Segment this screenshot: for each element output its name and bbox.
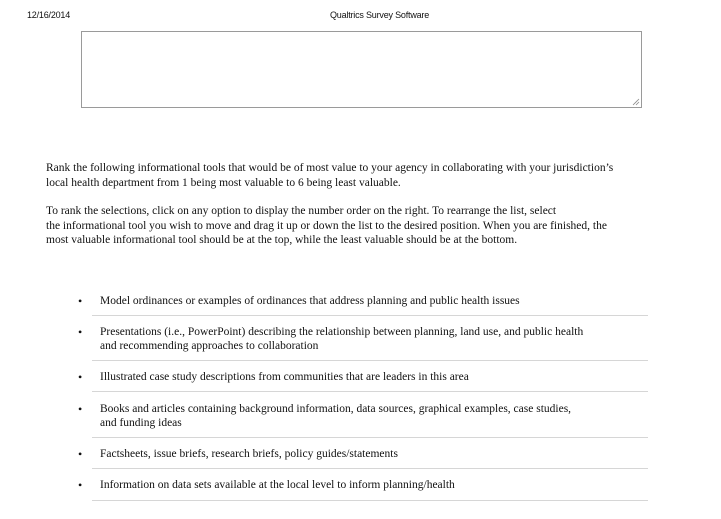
rank-item-label: Illustrated case study descriptions from communities that are leaders in this area (100, 371, 469, 383)
item-divider (92, 468, 648, 469)
rank-item-label: Information on data sets available at the local level to inform planning/health (100, 479, 455, 491)
bullet-icon: • (78, 370, 83, 384)
bullet-icon: • (78, 402, 83, 416)
item-divider (92, 500, 648, 501)
item-divider (92, 391, 648, 392)
rank-item-label: Books and articles containing background information, data sources, graphical examples, case studies, and funding ideas (100, 403, 572, 429)
bullet-icon: • (78, 478, 83, 492)
item-divider (92, 315, 648, 316)
text-entry-box[interactable] (81, 31, 642, 108)
bullet-icon: • (78, 294, 83, 308)
page-header-title: Qualtrics Survey Software (330, 10, 430, 20)
resize-grip-icon[interactable] (632, 98, 640, 106)
bullet-icon: • (78, 447, 83, 461)
ranking-directions: To rank the selections, click on any option to display the number order on the right. To rearrange the list, select the informational tool you wish to move and drag it up or down the list to the desired position. When you are finished, the most valuable informational tool should be at the top, while the least valuable should be at the bottom. (46, 205, 607, 246)
rank-item-label: Factsheets, issue briefs, research briefs, policy guides/statements (100, 448, 398, 460)
rank-item-label: Model ordinances or examples of ordinances that address planning and public health issues (100, 295, 520, 307)
print-date: 12/16/2014 (27, 10, 71, 20)
question-instruction: Rank the following informational tools that would be of most value to your agency in collaborating with your jurisdiction’s local health department from 1 being most valuable to 6 being least valuable. (46, 162, 614, 189)
item-divider (92, 437, 648, 438)
rank-item-label: Presentations (i.e., PowerPoint) describing the relationship between planning, land use, and public health and recommending approaches to collaboration (100, 326, 584, 352)
item-divider (92, 360, 648, 361)
bullet-icon: • (78, 325, 83, 339)
